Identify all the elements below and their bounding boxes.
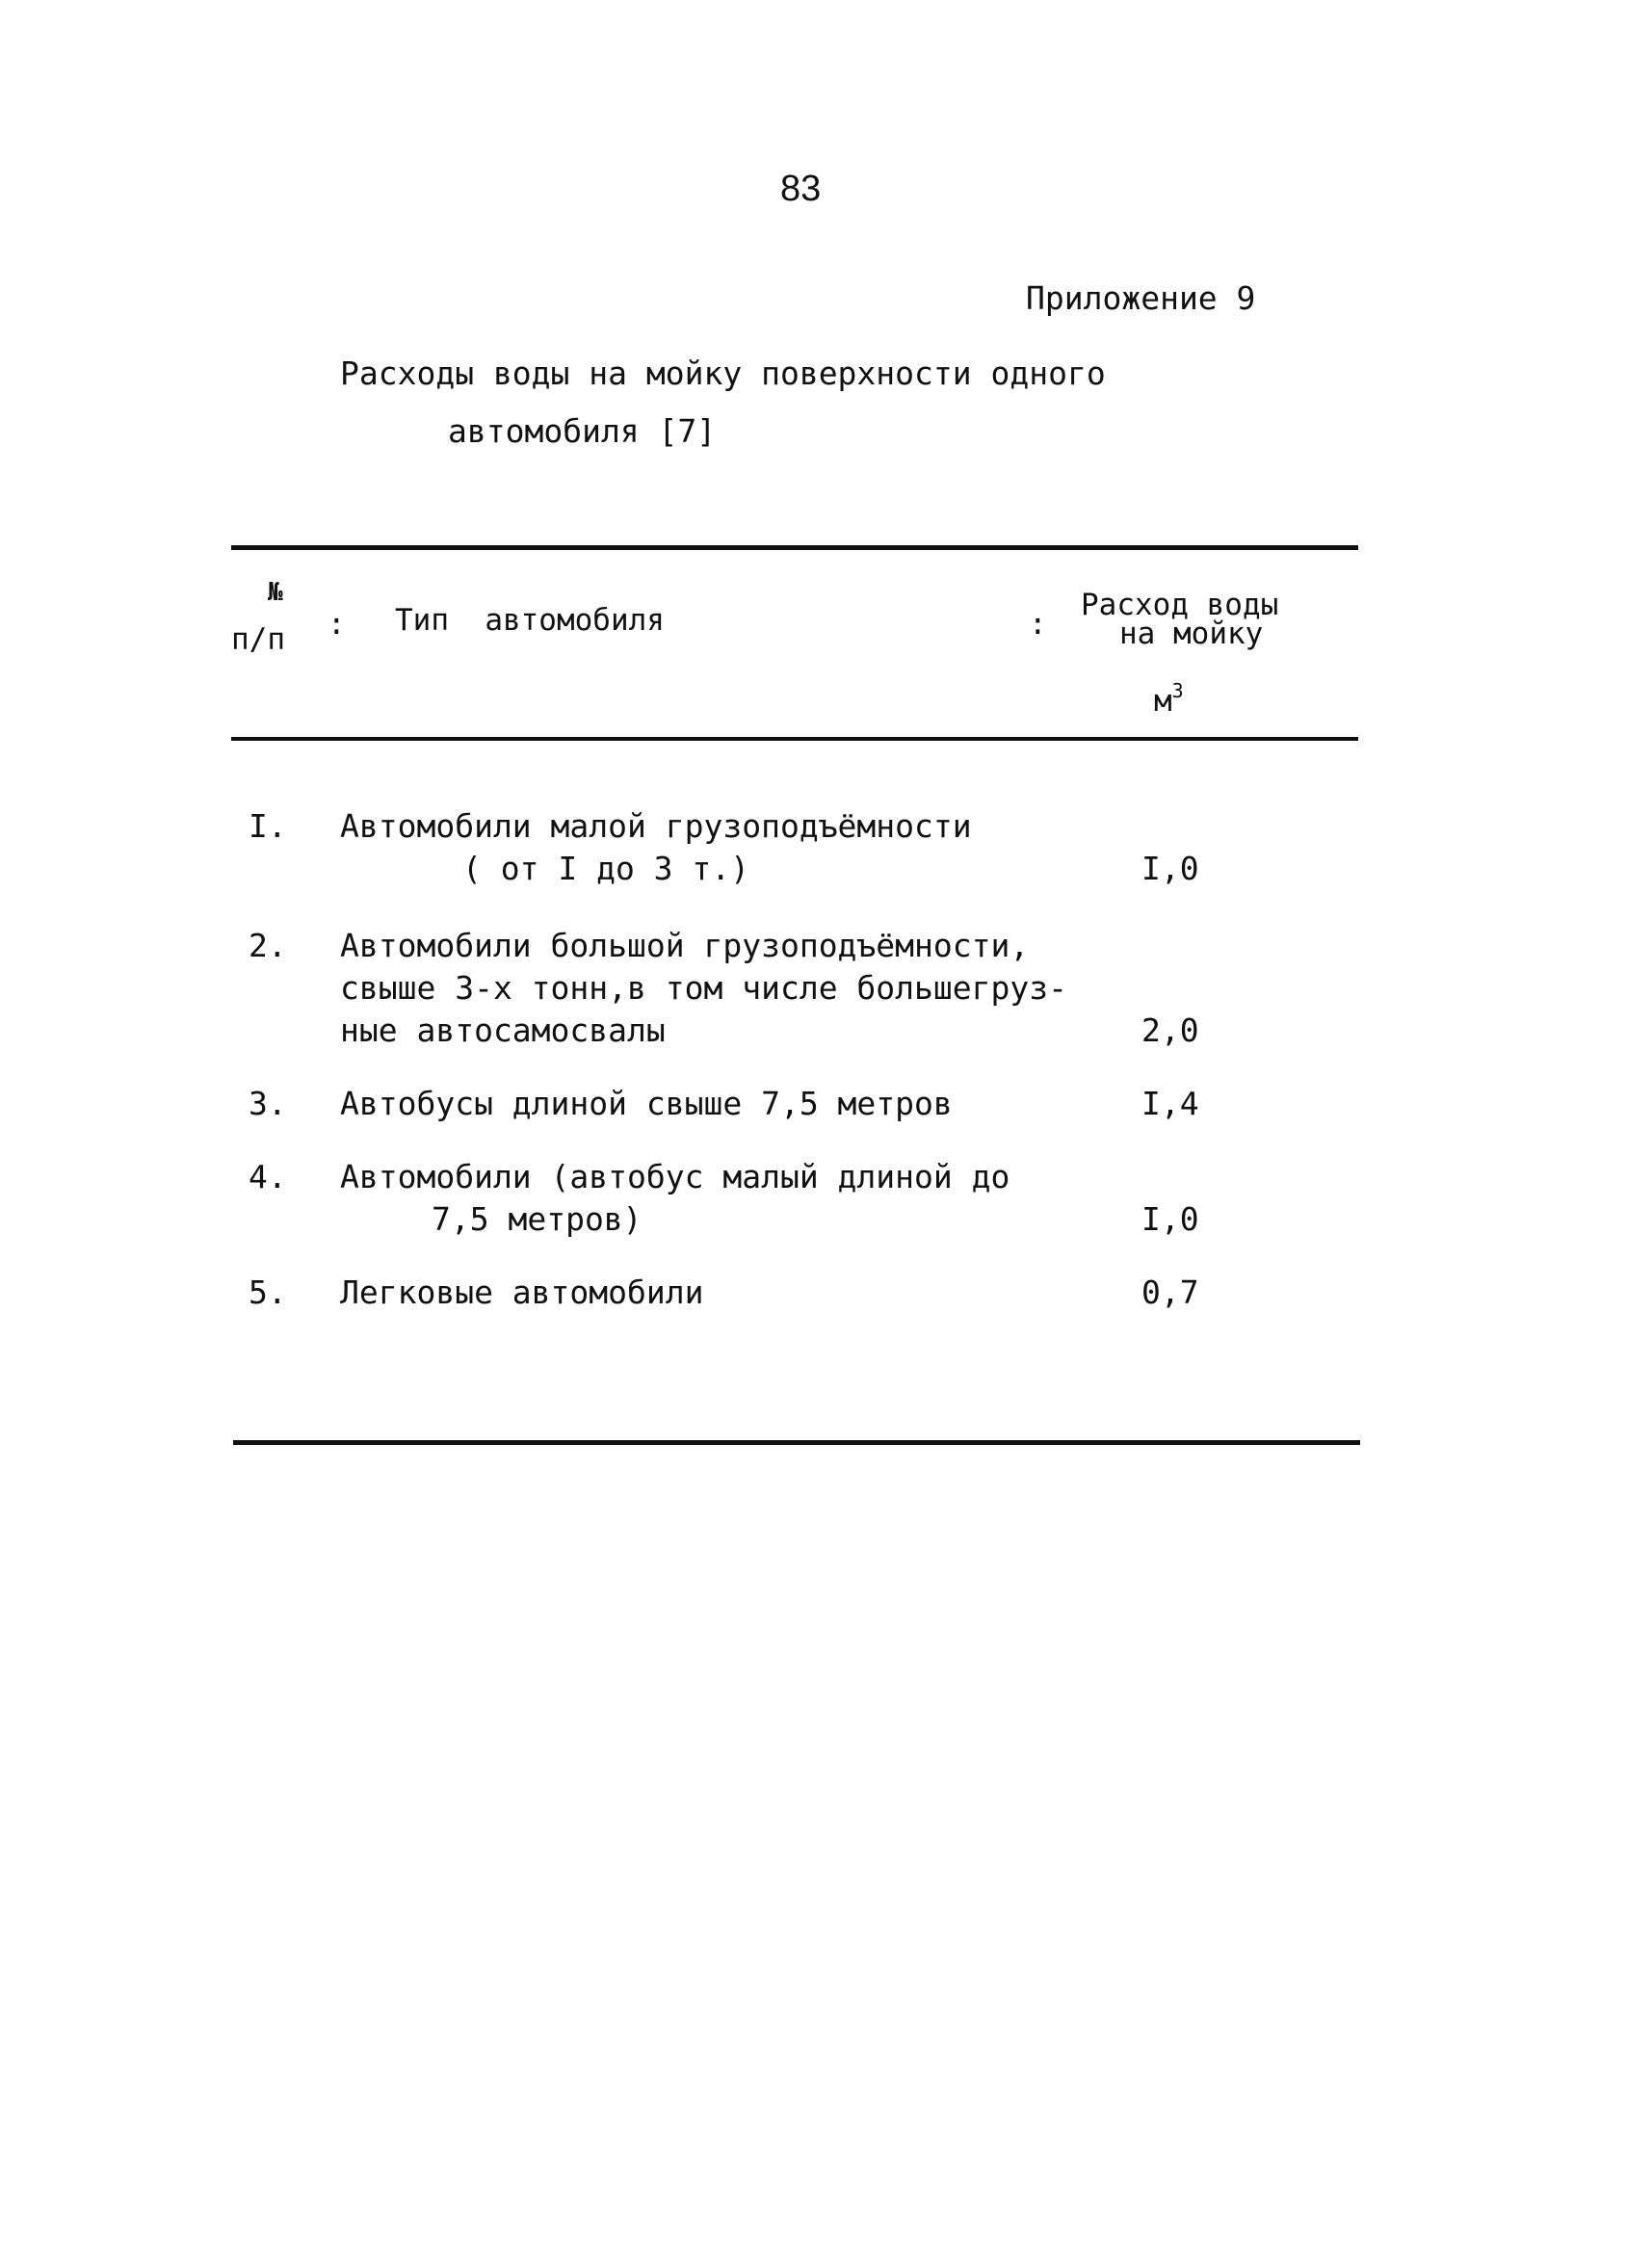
row-value: I,4	[1141, 1085, 1199, 1122]
row-description: Автомобили большой грузоподъёмности,	[340, 927, 1030, 964]
row-description: Автомобили (автобус малый длиной до	[340, 1158, 1010, 1195]
appendix-label: Приложение 9	[1026, 279, 1256, 317]
row-description: Легковые автомобили	[340, 1273, 704, 1311]
row-description: свыше 3-х тонн,в том числе большегруз-	[340, 969, 1067, 1007]
header-unit-base: м	[1154, 684, 1172, 719]
row-number: 5.	[249, 1273, 287, 1311]
table-title-line-2: автомобиля [7]	[448, 412, 717, 450]
table-bottom-rule	[233, 1440, 1360, 1445]
header-consumption-line-2: на мойку	[1119, 617, 1264, 651]
row-number: 3.	[249, 1085, 287, 1122]
row-value: I,0	[1141, 850, 1199, 887]
row-description: Автомобили малой грузоподъёмности	[340, 807, 972, 845]
row-number: I.	[249, 807, 287, 845]
header-unit	[1154, 679, 1184, 719]
header-number-label: п/п	[231, 622, 285, 657]
table-title-line-1: Расходы воды на мойку поверхности одного	[340, 354, 1106, 392]
table-header-rule	[231, 737, 1358, 741]
row-number: 2.	[249, 927, 287, 964]
header-type-label: Тип автомобиля	[395, 603, 665, 638]
page-number: 83	[780, 169, 822, 209]
row-description: 7,5 метров)	[432, 1200, 642, 1238]
row-value: 2,0	[1141, 1011, 1199, 1049]
header-number-sign: №	[268, 578, 283, 607]
row-value: 0,7	[1141, 1273, 1199, 1311]
row-description: ные автосамосвалы	[340, 1011, 666, 1049]
header-separator: :	[328, 607, 346, 642]
header-unit-exponent: 3	[1171, 679, 1184, 702]
row-description: ( от I до 3 т.)	[462, 850, 750, 887]
row-value: I,0	[1141, 1200, 1199, 1238]
row-number: 4.	[249, 1158, 287, 1195]
table-top-rule	[231, 545, 1358, 550]
row-description: Автобусы длиной свыше 7,5 метров	[340, 1085, 953, 1122]
header-separator: :	[1029, 607, 1047, 642]
header-consumption-line-1: Расход воды	[1081, 588, 1279, 622]
